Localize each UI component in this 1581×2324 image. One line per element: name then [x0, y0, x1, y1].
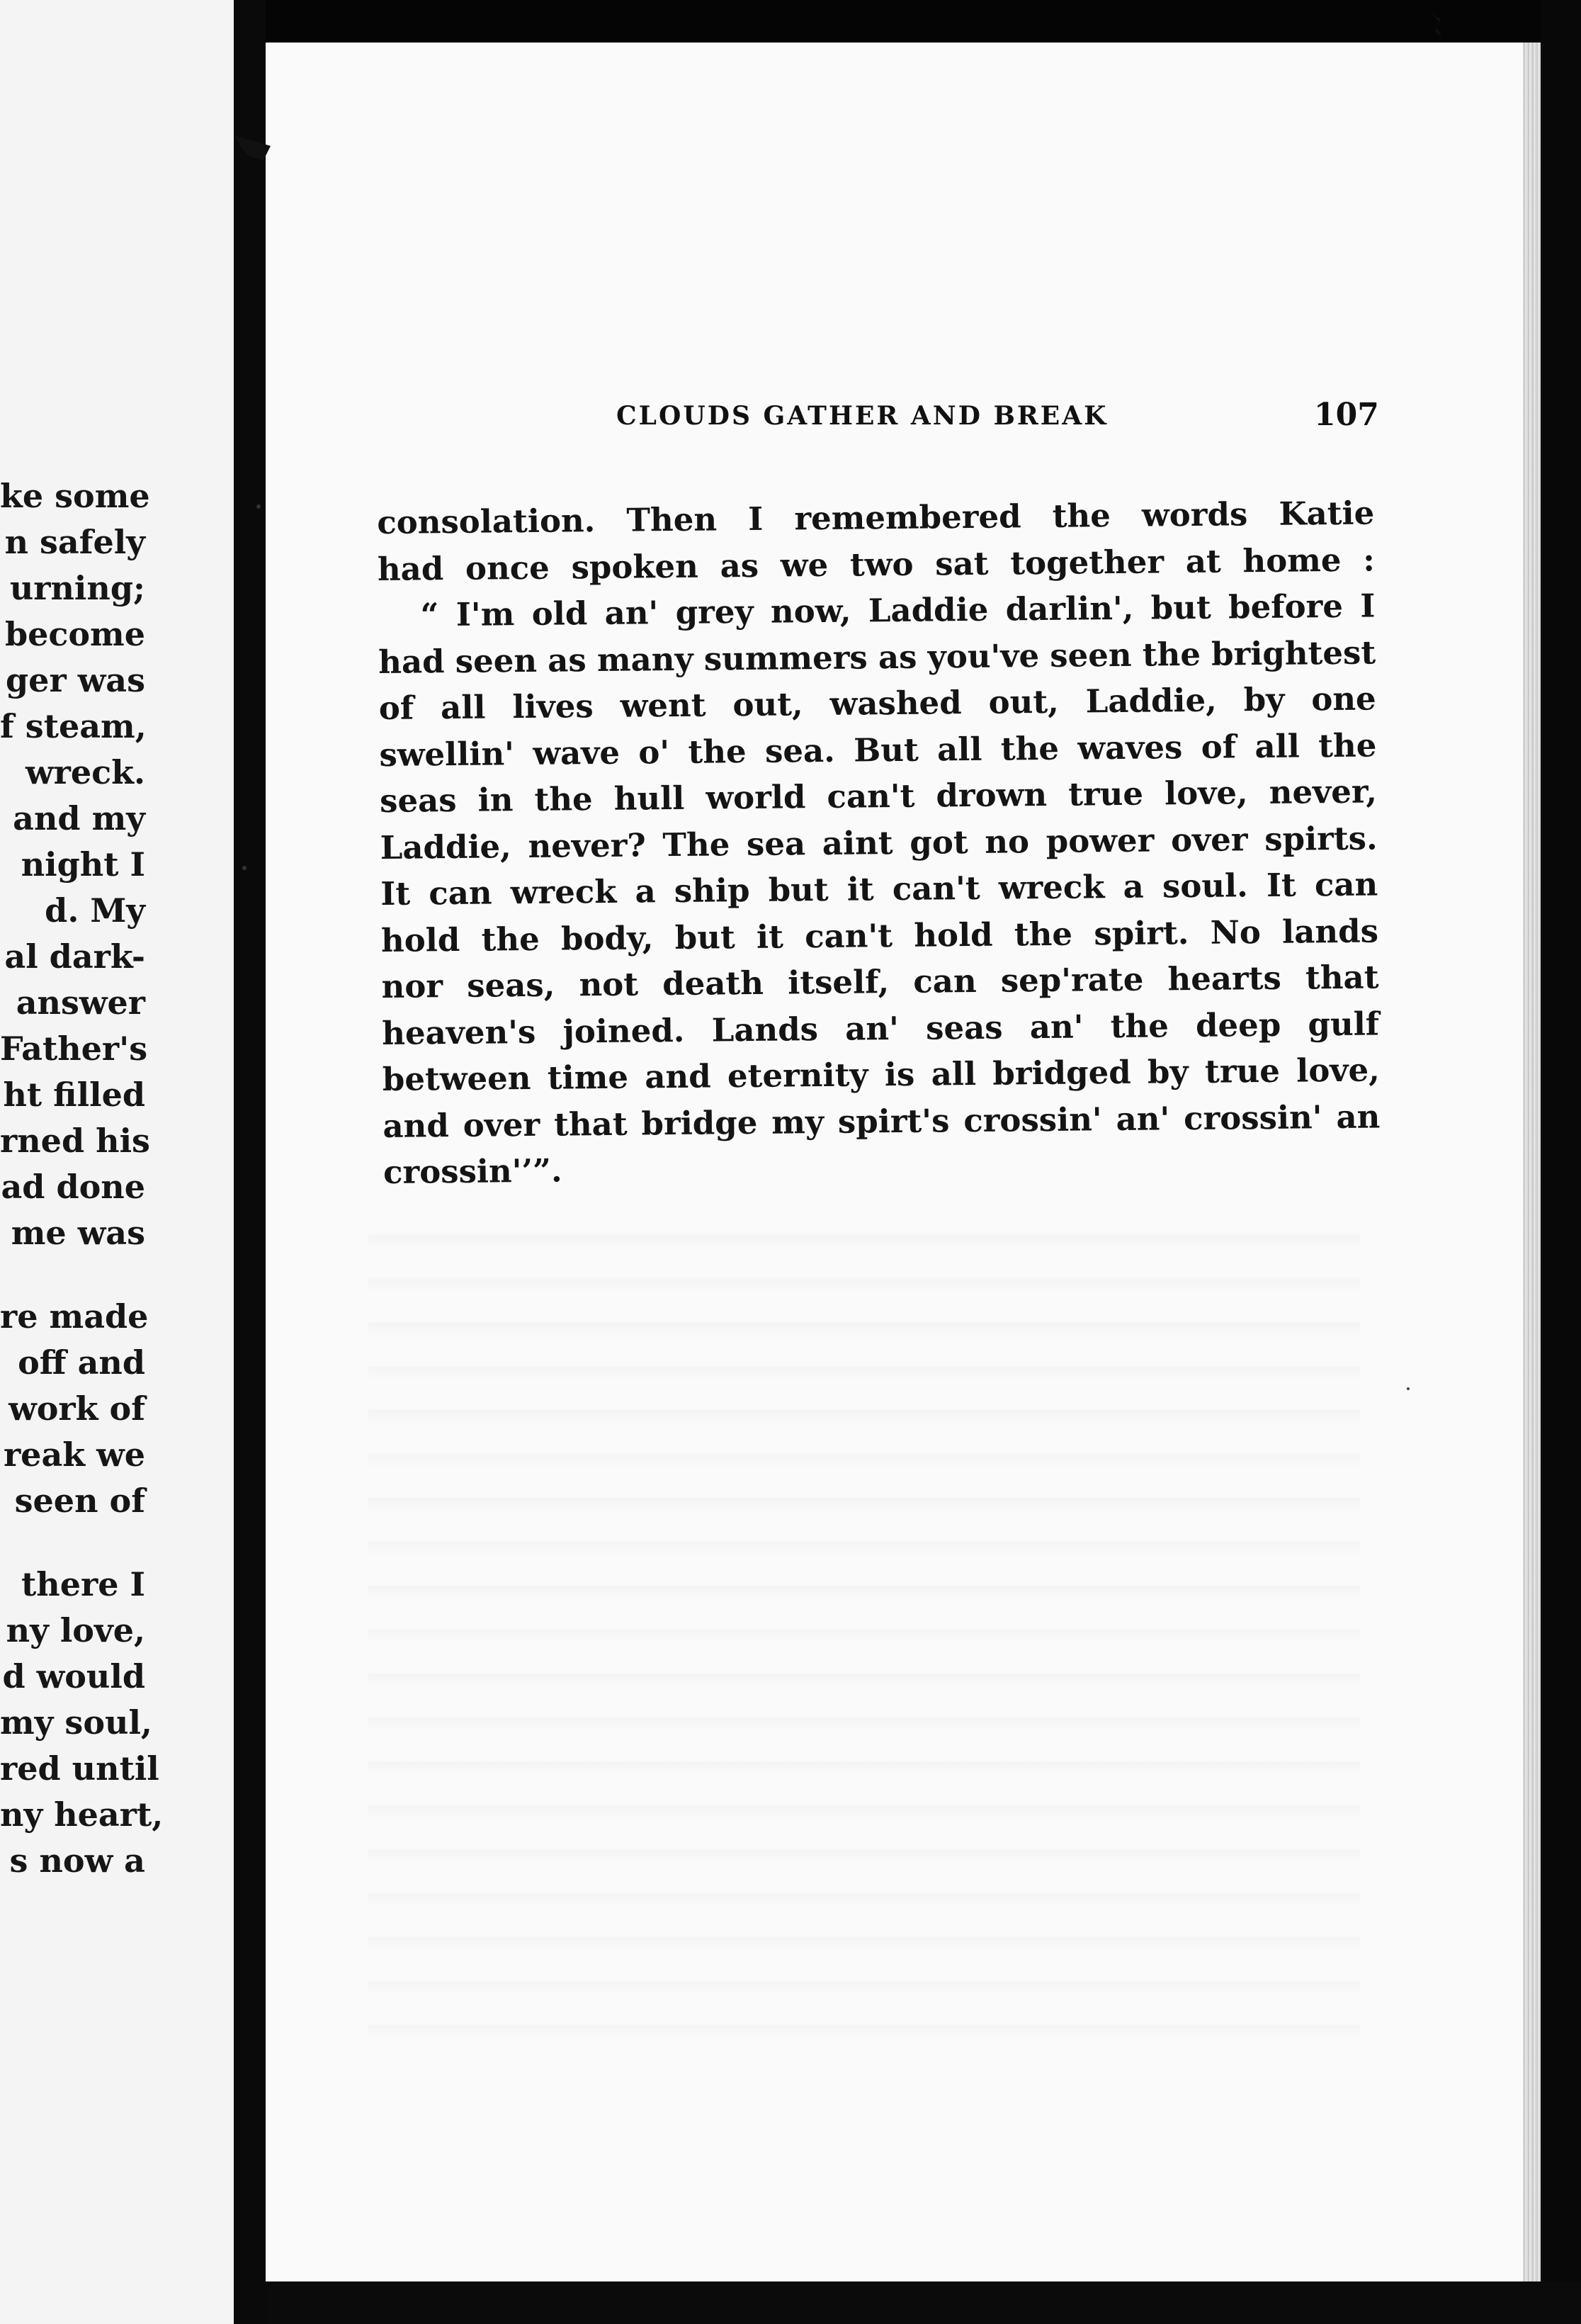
body-word: the [1110, 1006, 1169, 1045]
body-word: by [1147, 1053, 1189, 1091]
body-word: death [662, 964, 764, 1003]
left-page-line: rned his [0, 1122, 150, 1160]
body-word: heaven's [381, 1012, 536, 1052]
body-word: out, [732, 685, 803, 724]
body-word: had [378, 642, 445, 681]
body-word: as [547, 641, 587, 679]
body-word: ship [674, 871, 750, 910]
body-word: got [910, 823, 968, 862]
body-word: but [1150, 588, 1212, 627]
body-word: wave [533, 733, 620, 772]
body-word: the [688, 732, 747, 771]
body-word: had [377, 549, 444, 588]
body-word: between [382, 1059, 531, 1098]
body-word: crossin' [1183, 1098, 1322, 1137]
body-word: and [382, 1106, 450, 1145]
body-word: all [931, 1054, 977, 1093]
left-page-line: al dark- [4, 937, 145, 976]
body-word: all [440, 688, 486, 727]
body-word: no [985, 822, 1030, 861]
body-word: at [1185, 542, 1221, 580]
body-word: wreck [510, 872, 617, 912]
body-word: the [1014, 915, 1073, 953]
body-word: went [620, 686, 706, 725]
left-page-line: wreck. [26, 753, 145, 791]
body-word: Laddie [868, 590, 989, 630]
body-word: bridge [641, 1103, 758, 1142]
body-word: an' [1029, 1007, 1084, 1046]
body-word: by [1243, 680, 1285, 719]
left-page-line: off and [18, 1343, 145, 1382]
left-page-line: work of [8, 1389, 145, 1428]
body-word: that [553, 1105, 628, 1144]
body-word: it [846, 870, 874, 908]
body-word: brightest [1211, 633, 1376, 673]
body-word: and [645, 1057, 711, 1096]
left-page-line: ad done [1, 1168, 145, 1206]
body-word: never? [528, 825, 646, 865]
body-word: Lands [711, 1010, 819, 1049]
body-word: all [1254, 727, 1300, 765]
body-word: one [1311, 679, 1376, 718]
left-page-line: f steam, [0, 707, 147, 745]
body-word: spirt. [1094, 913, 1189, 952]
body-word: Laddie, [380, 827, 512, 867]
left-page-line: urning; [9, 569, 145, 607]
left-page-line: night I [21, 845, 145, 884]
body-word: my [771, 1102, 824, 1141]
body-word: the [1318, 726, 1377, 765]
body-word: but [768, 870, 829, 909]
left-page-line: d would [2, 1657, 145, 1696]
body-word: hold [914, 915, 993, 954]
body-word: old [531, 594, 588, 633]
body-word: all [936, 730, 982, 768]
body-word: can [429, 874, 492, 913]
body-word: spirt's [837, 1101, 950, 1141]
body-word: seen [455, 641, 538, 680]
body-word: eternity [727, 1056, 868, 1095]
body-word: over [1170, 820, 1248, 859]
body-word: spirts. [1264, 818, 1378, 858]
body-word: seas, [466, 966, 555, 1005]
left-page-line: there I [21, 1565, 145, 1603]
body-word: many [596, 640, 693, 679]
body-word: out, [988, 682, 1060, 721]
body-word: hull [613, 779, 685, 818]
body-word: bridged [992, 1053, 1131, 1093]
running-head: CLOUDS GATHER AND BREAK [616, 401, 1109, 431]
left-page-line: n safely [4, 523, 145, 561]
body-word: It [380, 874, 411, 913]
body-word: crossin' [963, 1100, 1102, 1139]
body-word: nor [381, 967, 443, 1005]
body-word: Then [626, 500, 718, 539]
body-word: But [853, 731, 919, 769]
left-page-line: and my [13, 799, 145, 837]
body-word: seas [925, 1008, 1003, 1047]
body-word: love, [1164, 774, 1248, 813]
body-word: world [706, 778, 806, 817]
body-word: but [674, 918, 735, 957]
left-page-line: my soul, [0, 1703, 152, 1742]
body-word: remembered [794, 497, 1021, 538]
left-page-line: ger was [6, 661, 145, 699]
body-word: spoken [571, 547, 699, 586]
body-word: deep [1195, 1005, 1281, 1044]
body-word: true [1204, 1051, 1281, 1090]
body-word: true [1067, 774, 1144, 813]
body-word: I [1360, 587, 1376, 625]
body-word: a [1123, 867, 1145, 906]
body-word: consolation. [377, 502, 596, 541]
body-word: It [1266, 866, 1297, 904]
body-word: home [1242, 541, 1342, 580]
body-word: the [534, 780, 593, 818]
body-word: sea. [764, 731, 836, 770]
body-word: gulf [1308, 1004, 1380, 1043]
body-word: never, [1269, 772, 1378, 811]
body-word: can [1314, 865, 1378, 904]
left-page-line: me was [11, 1214, 145, 1252]
body-word: wreck [998, 868, 1105, 907]
body-word: can't [827, 777, 915, 816]
body-word: grey [675, 592, 754, 631]
body-word: soul. [1162, 867, 1249, 906]
body-word: waves [1077, 728, 1183, 767]
body-word: can't [804, 916, 893, 955]
body-word: is [884, 1055, 915, 1094]
body-word: now, [770, 592, 851, 631]
body-word: joined. [562, 1011, 685, 1051]
body-word: we [780, 546, 829, 585]
left-page-line: become [4, 615, 145, 653]
body-word: Laddie, [1085, 681, 1218, 721]
body-word: of [1201, 727, 1237, 766]
body-word: lives [512, 687, 594, 726]
body-word: words [1141, 495, 1248, 534]
left-page-line: Father's [0, 1030, 148, 1068]
left-page-line: ny heart, [0, 1795, 164, 1834]
left-page-line: red until [0, 1749, 159, 1788]
body-word: an' [844, 1009, 900, 1048]
body-word: summers [703, 638, 868, 678]
body-word: of [378, 689, 414, 727]
left-page-line: reak we [3, 1435, 145, 1474]
left-page-line: d. My [45, 891, 145, 930]
body-word: the [1000, 729, 1060, 768]
body-word: drown [936, 775, 1048, 815]
left-page-line: seen of [14, 1482, 145, 1520]
body-word: it [756, 918, 784, 956]
body-word: I [747, 500, 764, 538]
left-page-line: re made [0, 1297, 149, 1336]
body-word: love, [1296, 1051, 1381, 1090]
body-word: itself, [787, 963, 890, 1002]
left-page-line: ht filled [3, 1076, 145, 1114]
body-word: that [1305, 958, 1379, 997]
body-word: sat [935, 544, 989, 582]
body-word: sea [746, 824, 806, 863]
body-word: aint [822, 823, 893, 862]
body-word: time [547, 1058, 629, 1097]
body-word: an [1336, 1097, 1381, 1136]
body-word: hold [380, 920, 460, 959]
body-word: crossin'’”. [382, 1151, 562, 1191]
body-word: an' [604, 594, 659, 632]
left-page-line: s now a [9, 1841, 145, 1880]
body-word: washed [829, 684, 962, 723]
body-word: sep'rate [1000, 960, 1144, 1000]
body-word: the [1142, 635, 1201, 674]
body-word: hearts [1167, 959, 1282, 998]
body-word: body, [560, 918, 654, 958]
body-word: once [465, 548, 550, 587]
body-word: swellin' [379, 734, 515, 774]
body-word: power [1046, 820, 1155, 860]
body-word: : [1362, 540, 1376, 579]
body-word: can [913, 961, 977, 1000]
body-word: can't [892, 869, 980, 908]
body-word: I'm [455, 595, 515, 633]
page-number: 107 [1314, 397, 1379, 433]
body-word: “ [420, 596, 439, 634]
body-word: the [1052, 497, 1111, 535]
body-word: Katie [1279, 494, 1375, 533]
body-word: before [1228, 587, 1344, 626]
body-word: o' [638, 733, 670, 771]
body-word: lands [1281, 911, 1379, 951]
body-word: two [849, 545, 914, 584]
body-word: as [878, 638, 917, 676]
left-page-line: ke some [0, 477, 150, 515]
body-word: darlin', [1005, 589, 1134, 628]
body-word: a [635, 872, 657, 910]
body-word: the [481, 920, 540, 959]
body-word: seas [379, 781, 457, 820]
body-word: together [1010, 542, 1164, 582]
body-word: seen [1050, 636, 1132, 675]
body-word: over [463, 1105, 540, 1144]
body-word: you've [927, 636, 1040, 676]
body-word: in [477, 781, 514, 819]
left-page-line: ny love, [6, 1611, 145, 1649]
body-word: not [579, 965, 639, 1004]
body-word: No [1210, 913, 1262, 952]
body-word: The [662, 825, 730, 864]
left-page-line: answer [16, 983, 145, 1022]
body-word: an' [1116, 1099, 1170, 1138]
body-word: as [720, 546, 759, 585]
